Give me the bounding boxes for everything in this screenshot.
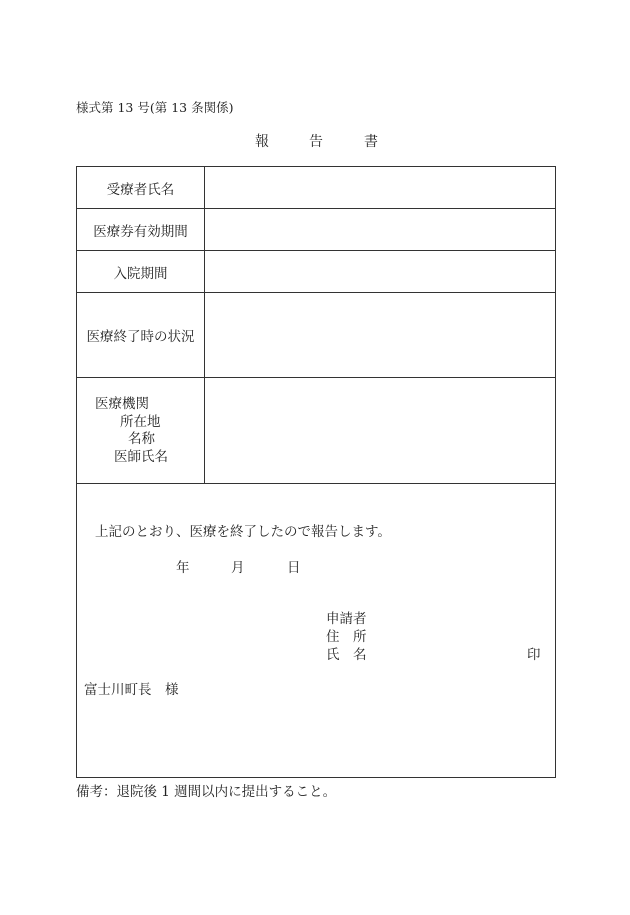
label-cell (77, 209, 205, 250)
condition-at-end-label: 医療終了時の状況 (86, 329, 195, 345)
applicant-name-label: 氏 名 (326, 647, 367, 663)
institution-labels (95, 396, 168, 466)
label-cell (77, 378, 205, 483)
institution-label: 医療機関 (95, 396, 149, 412)
report-form-table (76, 166, 556, 778)
declaration-area (77, 484, 555, 777)
form-number: 様式第 13 号(第 13 条関係) (76, 100, 234, 115)
applicant-label: 申請者 (326, 611, 367, 627)
medical-institution-field[interactable] (205, 378, 555, 483)
patient-name-field[interactable] (205, 167, 555, 208)
applicant-address-label: 住 所 (326, 629, 367, 645)
institution-address-label: 所在地 (120, 413, 161, 430)
label-cell (77, 251, 205, 292)
row-ticket-validity (77, 209, 555, 251)
declaration-statement: 上記のとおり、医療を終了したので報告します。 (95, 524, 391, 540)
title-char-1: 報 (255, 134, 269, 150)
hospitalization-period-field[interactable] (205, 251, 555, 292)
condition-at-end-field[interactable] (205, 293, 555, 377)
row-patient-name (77, 167, 555, 209)
label-cell (77, 167, 205, 208)
row-hospitalization-period (77, 251, 555, 293)
doctor-name-label: 医師氏名 (114, 448, 168, 465)
patient-name-label: 受療者氏名 (106, 181, 175, 198)
seal-mark: 印 (527, 647, 541, 663)
ticket-validity-label: 医療券有効期間 (93, 223, 188, 240)
addressee: 富士川町長 様 (84, 682, 179, 698)
hospitalization-period-label: 入院期間 (113, 265, 168, 282)
label-cell (77, 293, 205, 377)
row-condition-at-end (77, 293, 555, 378)
institution-name-label: 名称 (128, 431, 155, 447)
date-day-label: 日 (287, 560, 301, 576)
title-char-3: 書 (364, 134, 378, 150)
date-year-label: 年 (176, 560, 190, 576)
title-char-2: 告 (309, 134, 323, 150)
date-month-label: 月 (231, 560, 245, 576)
row-medical-institution (77, 378, 555, 484)
ticket-validity-field[interactable] (205, 209, 555, 250)
footnote: 備考：退院後 1 週間以内に提出すること。 (76, 784, 337, 800)
